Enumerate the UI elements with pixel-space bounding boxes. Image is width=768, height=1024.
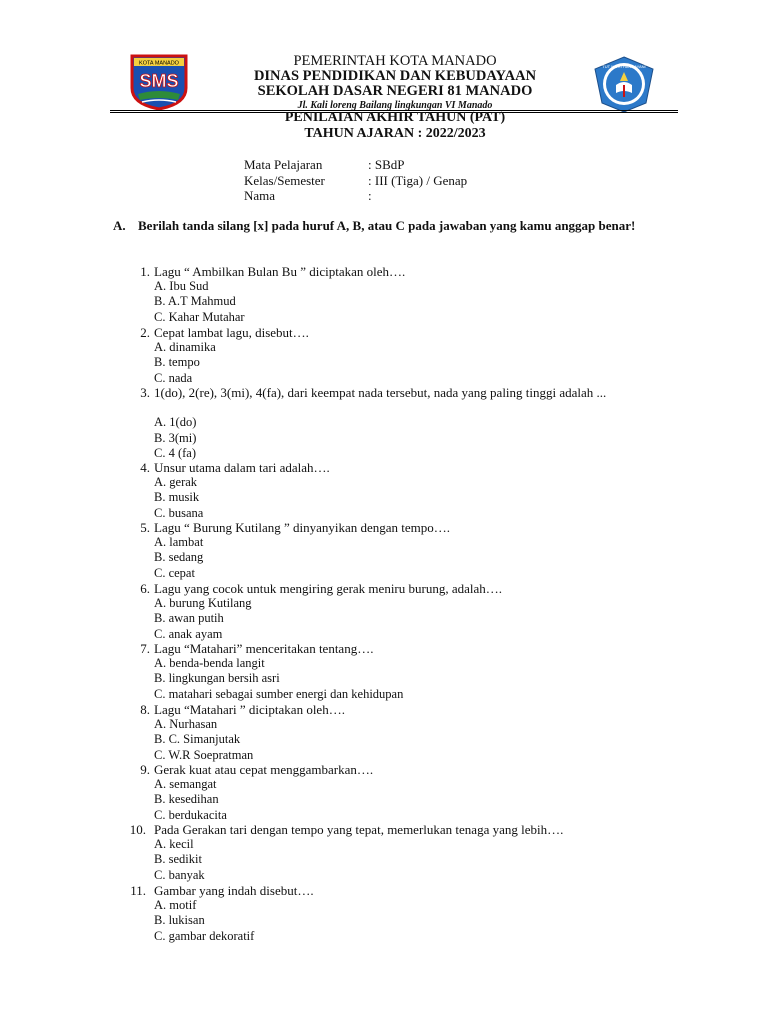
answer-option[interactable]: A. kecil [154,837,194,852]
tut-wuri-handayani-logo [592,55,656,113]
answer-option[interactable]: A. lambat [154,535,204,550]
answer-option[interactable]: A. gerak [154,475,198,490]
question-number: 3. [140,385,150,400]
answer-option[interactable]: C. W.R Soepratman [154,747,254,762]
answer-option[interactable]: C. Kahar Mutahar [154,309,245,324]
question-number: 7. [140,641,150,656]
question-text: Pada Gerakan tari dengan tempo yang tepat, memerlukan tenaga yang lebih…. [154,822,564,837]
question-text: 1(do), 2(re), 3(mi), 4(fa), dari keempat nada tersebut, nada yang paling tinggi adalah ... [154,385,607,400]
answer-option[interactable]: C. 4 (fa) [154,445,196,460]
class-semester-label: Kelas/Semester [244,173,325,188]
school-year: TAHUN AJARAN : 2022/2023 [304,126,486,141]
answer-option[interactable]: A. semangat [154,777,217,792]
department-title: DINAS PENDIDIKAN DAN KEBUDAYAAN [253,68,537,84]
answer-option[interactable]: B. awan putih [154,611,224,626]
subject-label: Mata Pelajaran [244,157,323,172]
question-number: 11. [130,883,146,898]
school-address: Jl. Kali loreng Bailang lingkungan VI Manado [297,100,493,111]
answer-option[interactable]: B. lukisan [154,913,205,928]
answer-option[interactable]: A. Ibu Sud [154,279,209,294]
question-text: Lagu “Matahari” menceritakan tentang…. [154,641,374,656]
answer-option[interactable]: C. busana [154,505,204,520]
answer-option[interactable]: A. motif [154,898,197,913]
manado-city-logo [128,52,190,110]
question-number: 5. [140,520,150,535]
answer-option[interactable]: B. musik [154,490,200,505]
answer-option[interactable]: C. nada [154,370,193,385]
question-number: 2. [140,325,150,340]
answer-option[interactable]: C. cepat [154,565,195,580]
answer-option[interactable]: C. matahari sebagai sumber energi dan kehidupan [154,686,404,701]
answer-option[interactable]: B. lingkungan bersih asri [154,671,280,686]
answer-option[interactable]: C. banyak [154,867,205,882]
answer-option[interactable]: A. Nurhasan [154,717,218,732]
left-logo-caption: KOTA MANADO [139,60,179,67]
answer-option[interactable]: A. burung Kutilang [154,596,252,611]
answer-option[interactable]: B. tempo [154,355,200,370]
question-text: Gerak kuat atau cepat menggambarkan…. [154,762,374,777]
answer-option[interactable]: A. dinamika [154,340,216,355]
question-number: 9. [140,762,150,777]
question-text: Unsur utama dalam tari adalah…. [154,460,330,475]
answer-option[interactable]: C. anak ayam [154,626,223,641]
question-number: 8. [140,702,150,717]
question-text: Lagu “ Burung Kutilang ” dinyanyikan dengan tempo…. [154,520,451,535]
class-semester-value: : III (Tiga) / Genap [368,173,468,188]
school-title: SEKOLAH DASAR NEGERI 81 MANADO [257,83,533,99]
answer-option[interactable]: C. gambar dekoratif [154,928,255,943]
question-text: Lagu yang cocok untuk mengiring gerak meniru burung, adalah…. [154,581,503,596]
answer-option[interactable]: B. kesedihan [154,792,219,807]
question-number: 4. [140,460,150,475]
answer-option[interactable]: A. benda-benda langit [154,656,265,671]
section-letter: A. [113,218,126,233]
exam-title: PENILAIAN AKHIR TAHUN (PAT) [284,110,506,125]
left-logo-letters: SMS [139,71,179,91]
question-text: Cepat lambat lagu, disebut…. [154,325,309,340]
answer-option[interactable]: B. sedikit [154,852,202,867]
question-number: 1. [140,264,150,279]
question-text: Gambar yang indah disebut…. [154,883,314,898]
answer-option[interactable]: B. sedang [154,550,204,565]
answer-option[interactable]: B. 3(mi) [154,430,197,445]
subject-value: : SBdP [368,157,405,172]
question-number: 10. [129,822,146,837]
question-text: Lagu “ Ambilkan Bulan Bu ” diciptakan oleh…. [154,264,406,279]
name-value: : [368,188,372,203]
answer-option[interactable]: A. 1(do) [154,415,197,430]
name-label: Nama [244,188,276,203]
govt-title: PEMERINTAH KOTA MANADO [293,53,497,69]
answer-option[interactable]: B. A.T Mahmud [154,294,236,309]
question-number: 6. [140,581,150,596]
answer-option[interactable]: B. C. Simanjutak [154,732,241,747]
answer-option[interactable]: C. berdukacita [154,807,227,822]
section-instruction: Berilah tanda silang [x] pada huruf A, B, atau C pada jawaban yang kamu anggap benar! [138,218,636,233]
question-text: Lagu “Matahari ” diciptakan oleh…. [154,702,345,717]
right-logo-caption: TUT WURI HANDAYANI [602,64,646,69]
